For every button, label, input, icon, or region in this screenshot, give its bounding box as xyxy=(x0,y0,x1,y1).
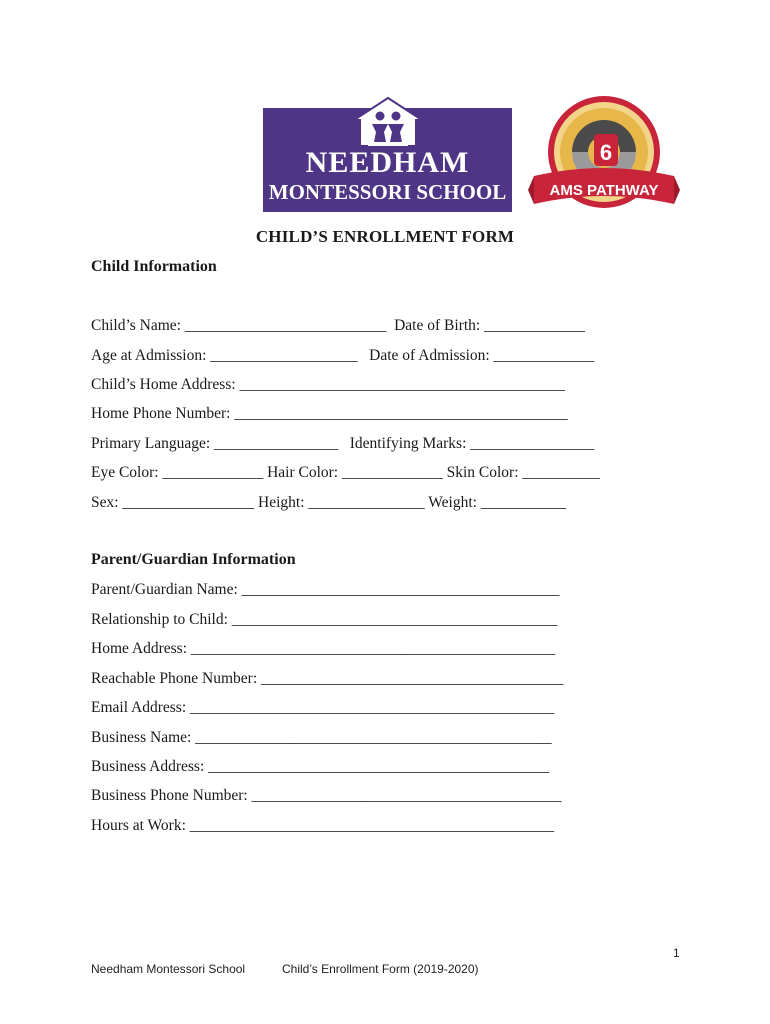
field-parent-name[interactable]: Parent/Guardian Name: _________________________________________ xyxy=(91,581,560,598)
ams-pathway-badge xyxy=(528,94,680,218)
field-home-phone[interactable]: Home Phone Number: ___________________________________________ xyxy=(91,405,568,422)
field-childs-name-dob[interactable]: Child’s Name: __________________________ Date of Birth: _____________ xyxy=(91,317,585,334)
parent-information-heading: Parent/Guardian Information xyxy=(91,551,296,568)
field-parent-home-address[interactable]: Home Address: _______________________________________________ xyxy=(91,640,556,657)
field-hours-at-work[interactable]: Hours at Work: _______________________________________________ xyxy=(91,817,555,834)
house-children-icon xyxy=(350,94,426,150)
footer-document: Child’s Enrollment Form (2019-2020) xyxy=(282,962,479,976)
field-age-admission[interactable]: Age at Admission: ___________________ Date of Admission: _____________ xyxy=(91,347,595,364)
logo-name-line1: NEEDHAM xyxy=(305,146,470,179)
field-email[interactable]: Email Address: _______________________________________________ xyxy=(91,699,555,716)
field-reachable-phone[interactable]: Reachable Phone Number: _______________________________________ xyxy=(91,670,564,687)
badge-number: 6 xyxy=(599,140,613,165)
logo-name-line2: MONTESSORI SCHOOL xyxy=(268,180,507,204)
field-sex-height-weight[interactable]: Sex: _________________ Height: _______________ Weight: ___________ xyxy=(91,494,567,511)
field-business-name[interactable]: Business Name: ______________________________________________ xyxy=(91,729,552,746)
field-business-phone[interactable]: Business Phone Number: ________________________________________ xyxy=(91,787,562,804)
field-language-marks[interactable]: Primary Language: ________________ Identifying Marks: ________________ xyxy=(91,435,595,452)
field-relationship[interactable]: Relationship to Child: __________________________________________ xyxy=(91,611,558,628)
field-home-address[interactable]: Child’s Home Address: __________________________________________ xyxy=(91,376,566,393)
footer-school: Needham Montessori School xyxy=(91,962,246,976)
field-eye-hair-skin[interactable]: Eye Color: _____________ Hair Color: _____________ Skin Color: __________ xyxy=(91,464,600,481)
child-information-heading: Child Information xyxy=(91,258,217,275)
page-number: 1 xyxy=(673,946,680,960)
badge-text: AMS PATHWAY xyxy=(549,182,659,199)
field-business-address[interactable]: Business Address: ____________________________________________ xyxy=(91,758,550,775)
form-title: CHILD’S ENROLLMENT FORM xyxy=(255,227,515,246)
